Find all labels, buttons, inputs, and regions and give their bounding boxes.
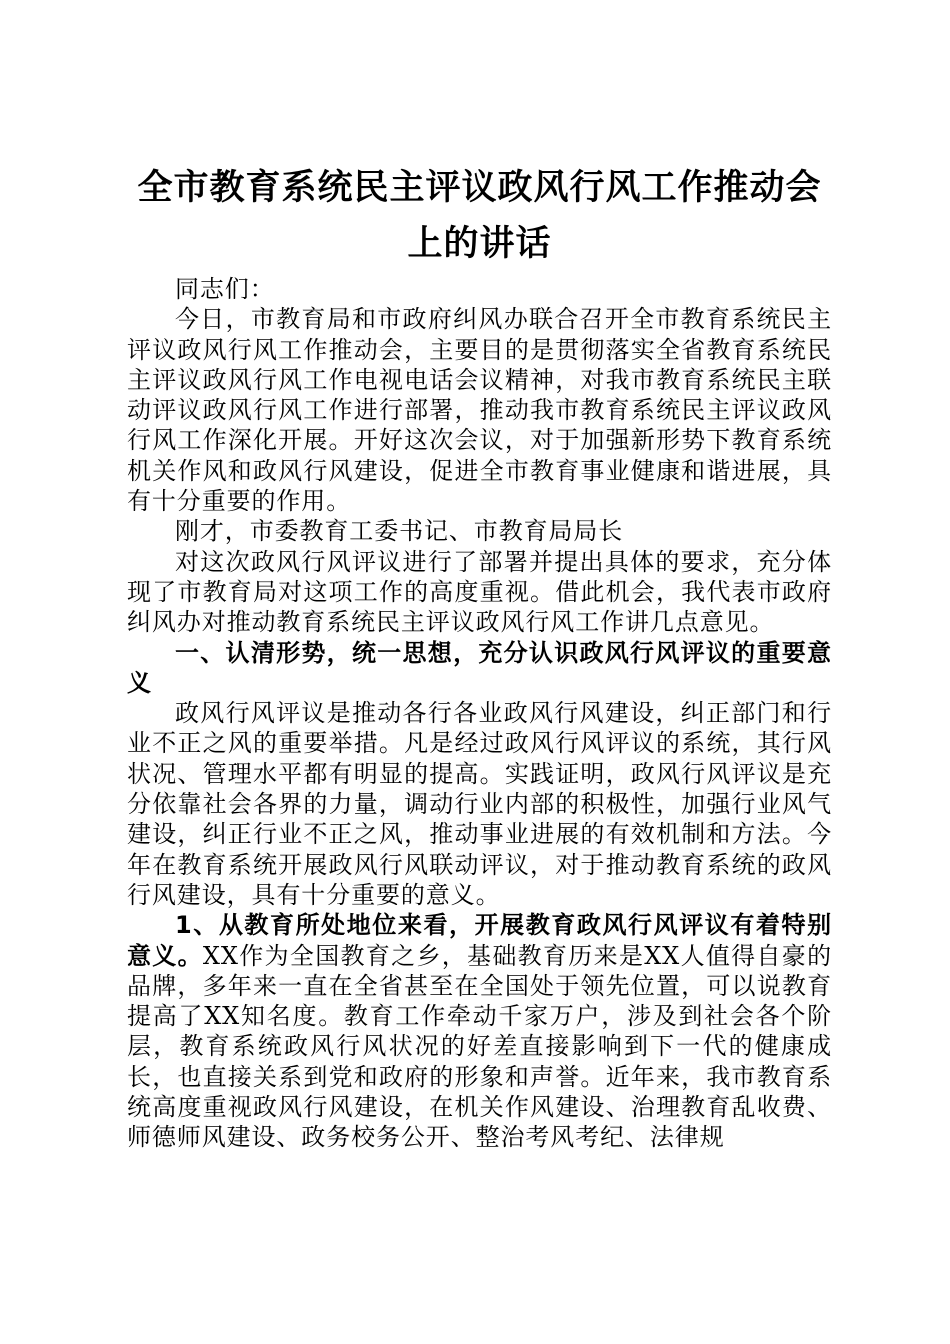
point-1-lead: 1、从教育所处地位来看，开展教育政风行风评议有着特别意义。 [127,911,832,970]
paragraph-deployment: 对这次政风行风评议进行了部署并提出具体的要求，充分体现了市教育局对这项工作的高度重视。借此机会，我代表市政府纠风办对推动教育系统民主评议政风行风工作讲几点意见。 [127,547,832,637]
document-title: 全市教育系统民主评议政风行风工作推动会上的讲话 [137,168,822,264]
document-page [127,0,832,1153]
document-body [127,274,832,1153]
paragraph-evaluation: 政风行风评议是推动各行各业政风行风建设，纠正部门和行业不正之风的重要举措。凡是经过政风行风评议的系统，其行风状况、管理水平都有明显的提高。实践证明，政风行风评议是充分依靠社会各界的力量，调动行业内部的积极性，加强行业风气建设，纠正行业不正之风，推动事业进展的有效机制和方法。今年在教育系统开展政风行风联动评议，对于推动教育系统的政风行风建设，具有十分重要的意义。 [127,699,832,909]
paragraph-just-now: 刚才，市委教育工委书记、市教育局局长 [175,517,624,546]
point-1-text: XX作为全国教育之乡，基础教育历来是XX人值得自豪的品牌，多年来一直在全省甚至在全国处于领先位置，可以说教育提高了XX知名度。教育工作牵动千家万户，涉及到社会各个阶层，教育系统政风行风状况的好差直接影响到下一代的健康成长，也直接关系到党和政府的形象和声誉。近年来，我市教育系统高度重视政风行风建设，在机关作风建设、治理教育乱收费、师德师风建设、政务校务公开、整治考风考纪、法律规 [127,941,832,1152]
paragraph-opening: 今日，市教育局和市政府纠风办联合召开全市教育系统民主评议政风行风工作推动会，主要目的是贯彻落实全省教育系统民主评议政风行风工作电视电话会议精神，对我市教育系统民主联动评议政风行风工作进行部署，推动我市教育系统民主评议政风行风工作深化开展。开好这次会议，对于加强新形势下教育系统机关作风和政风行风建设，促进全市教育事业健康和谐进展，具有十分重要的作用。 [127,305,832,516]
paragraph-point-1 [127,910,832,1152]
section-heading-1: 一、认清形势，统一思想，充分认识政风行风评议的重要意义 [127,638,832,697]
salutation: 同志们： [175,275,275,303]
